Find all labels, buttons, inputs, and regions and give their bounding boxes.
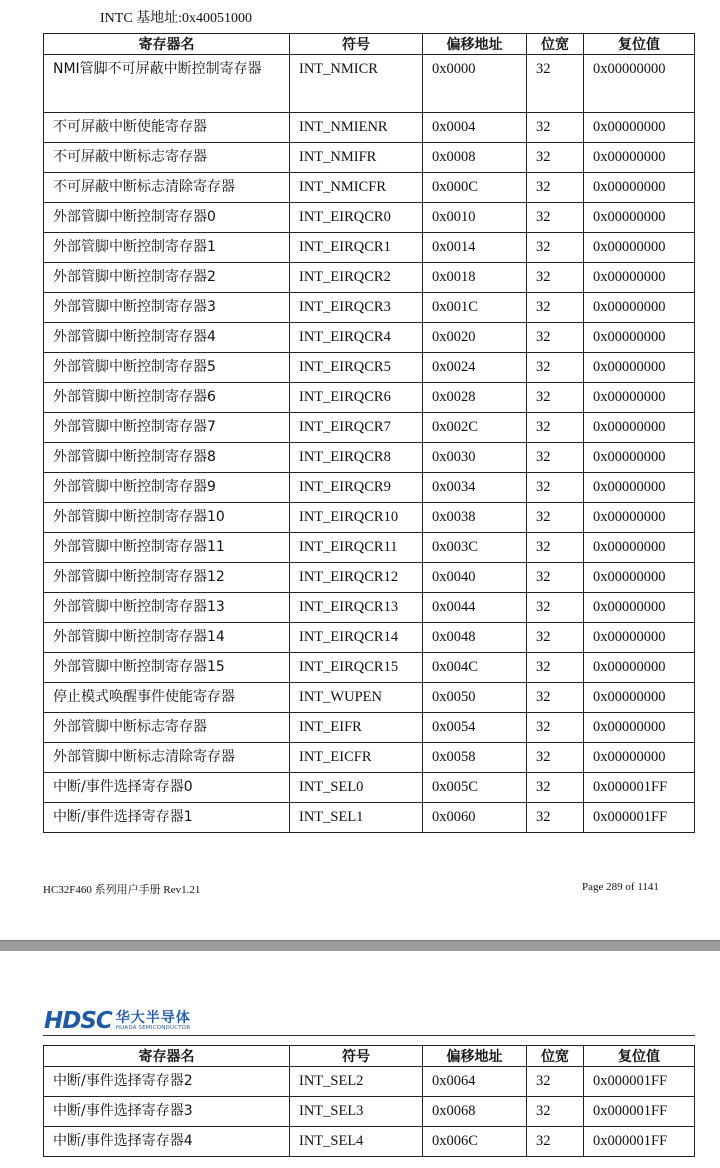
cell-reset-value: 0x00000000	[584, 473, 695, 503]
cell-register-name: 不可屏蔽中断使能寄存器	[44, 113, 290, 143]
cell-offset: 0x0038	[423, 503, 527, 533]
cell-symbol: INT_EIRQCR11	[290, 533, 423, 563]
cell-register-name: 外部管脚中断控制寄存器12	[44, 563, 290, 593]
cell-width: 32	[527, 443, 584, 473]
table-row	[44, 143, 695, 173]
cell-offset: 0x0064	[423, 1067, 527, 1097]
cell-register-name: 中断/事件选择寄存器0	[44, 773, 290, 803]
cell-symbol: INT_EIFR	[290, 713, 423, 743]
cell-symbol: INT_EIRQCR5	[290, 353, 423, 383]
cell-width: 32	[527, 683, 584, 713]
header-width: 位宽	[527, 1046, 584, 1067]
cell-symbol: INT_EIRQCR8	[290, 443, 423, 473]
cell-register-name: 外部管脚中断控制寄存器14	[44, 623, 290, 653]
cell-register-name: 外部管脚中断控制寄存器11	[44, 533, 290, 563]
cell-symbol: INT_EIRQCR4	[290, 323, 423, 353]
cell-width: 32	[527, 113, 584, 143]
cell-offset: 0x0034	[423, 473, 527, 503]
cell-symbol: INT_NMIENR	[290, 113, 423, 143]
cell-symbol: INT_EIRQCR7	[290, 413, 423, 443]
table-row	[44, 263, 695, 293]
header-offset: 偏移地址	[423, 34, 527, 55]
cell-reset-value: 0x00000000	[584, 173, 695, 203]
cell-symbol: INT_EIRQCR0	[290, 203, 423, 233]
cell-register-name: 停止模式唤醒事件使能寄存器	[44, 683, 290, 713]
cell-width: 32	[527, 1097, 584, 1127]
cell-register-name: 外部管脚中断控制寄存器0	[44, 203, 290, 233]
cell-width: 32	[527, 713, 584, 743]
cell-register-name: 外部管脚中断控制寄存器1	[44, 233, 290, 263]
cell-width: 32	[527, 293, 584, 323]
cell-register-name: 外部管脚中断标志寄存器	[44, 713, 290, 743]
cell-width: 32	[527, 233, 584, 263]
table-row	[44, 443, 695, 473]
table-row	[44, 203, 695, 233]
cell-register-name: 外部管脚中断控制寄存器8	[44, 443, 290, 473]
header-offset: 偏移地址	[423, 1046, 527, 1067]
table-row	[44, 593, 695, 623]
cell-width: 32	[527, 1067, 584, 1097]
cell-offset: 0x002C	[423, 413, 527, 443]
table-row	[44, 773, 695, 803]
register-table	[43, 33, 695, 833]
cell-reset-value: 0x00000000	[584, 323, 695, 353]
cell-reset-value: 0x000001FF	[584, 803, 695, 833]
cell-reset-value: 0x00000000	[584, 203, 695, 233]
cell-width: 32	[527, 503, 584, 533]
table-row	[44, 473, 695, 503]
table-row	[44, 623, 695, 653]
table-row	[44, 533, 695, 563]
cell-symbol: INT_SEL3	[290, 1097, 423, 1127]
cell-register-name: NMI管脚不可屏蔽中断控制寄存器	[44, 55, 290, 113]
table-row	[44, 683, 695, 713]
cell-reset-value: 0x00000000	[584, 233, 695, 263]
logo-chinese-name: 华大半导体	[115, 1009, 191, 1026]
cell-register-name: 外部管脚中断控制寄存器13	[44, 593, 290, 623]
cell-offset: 0x0014	[423, 233, 527, 263]
cell-width: 32	[527, 353, 584, 383]
table-row	[44, 503, 695, 533]
table-row	[44, 383, 695, 413]
header-reset-value: 复位值	[584, 1046, 695, 1067]
table-header-row	[44, 34, 695, 55]
header-width: 位宽	[527, 34, 584, 55]
cell-offset: 0x0048	[423, 623, 527, 653]
cell-register-name: 外部管脚中断控制寄存器3	[44, 293, 290, 323]
cell-width: 32	[527, 773, 584, 803]
table-row	[44, 803, 695, 833]
header-register-name: 寄存器名	[44, 34, 290, 55]
cell-symbol: INT_SEL1	[290, 803, 423, 833]
cell-symbol: INT_EIRQCR1	[290, 233, 423, 263]
cell-register-name: 外部管脚中断控制寄存器2	[44, 263, 290, 293]
header-symbol: 符号	[290, 1046, 423, 1067]
cell-reset-value: 0x00000000	[584, 533, 695, 563]
cell-symbol: INT_SEL4	[290, 1127, 423, 1157]
cell-width: 32	[527, 593, 584, 623]
table-row	[44, 353, 695, 383]
cell-symbol: INT_EIRQCR6	[290, 383, 423, 413]
cell-register-name: 外部管脚中断控制寄存器4	[44, 323, 290, 353]
header-symbol: 符号	[290, 34, 423, 55]
cell-register-name: 外部管脚中断控制寄存器6	[44, 383, 290, 413]
table-row	[44, 293, 695, 323]
cell-symbol: INT_EIRQCR12	[290, 563, 423, 593]
cell-register-name: 外部管脚中断控制寄存器7	[44, 413, 290, 443]
cell-symbol: INT_NMICR	[290, 55, 423, 113]
footer-page-current: 289	[606, 881, 623, 893]
cell-symbol: INT_EIRQCR10	[290, 503, 423, 533]
cell-offset: 0x0008	[423, 143, 527, 173]
cell-offset: 0x006C	[423, 1127, 527, 1157]
cell-reset-value: 0x00000000	[584, 293, 695, 323]
cell-reset-value: 0x00000000	[584, 743, 695, 773]
table-row	[44, 413, 695, 443]
cell-symbol: INT_EIRQCR13	[290, 593, 423, 623]
cell-width: 32	[527, 653, 584, 683]
cell-width: 32	[527, 623, 584, 653]
cell-width: 32	[527, 55, 584, 113]
table-row	[44, 113, 695, 143]
cell-reset-value: 0x000001FF	[584, 773, 695, 803]
cell-width: 32	[527, 743, 584, 773]
cell-reset-value: 0x00000000	[584, 443, 695, 473]
cell-reset-value: 0x000001FF	[584, 1127, 695, 1157]
cell-reset-value: 0x00000000	[584, 263, 695, 293]
logo-text	[116, 1011, 191, 1032]
cell-symbol: INT_SEL0	[290, 773, 423, 803]
cell-register-name: 外部管脚中断控制寄存器15	[44, 653, 290, 683]
header-rule	[43, 1035, 695, 1036]
cell-width: 32	[527, 263, 584, 293]
cell-reset-value: 0x00000000	[584, 653, 695, 683]
table-header-row	[44, 1046, 695, 1067]
table-row	[44, 563, 695, 593]
cell-reset-value: 0x00000000	[584, 55, 695, 113]
cell-width: 32	[527, 473, 584, 503]
cell-width: 32	[527, 563, 584, 593]
footer-page-number	[582, 881, 659, 893]
cell-reset-value: 0x00000000	[584, 563, 695, 593]
table-row	[44, 233, 695, 263]
cell-register-name: 中断/事件选择寄存器1	[44, 803, 290, 833]
cell-symbol: INT_EICFR	[290, 743, 423, 773]
table-row	[44, 653, 695, 683]
cell-reset-value: 0x000001FF	[584, 1097, 695, 1127]
cell-width: 32	[527, 323, 584, 353]
cell-offset: 0x0058	[423, 743, 527, 773]
cell-register-name: 外部管脚中断控制寄存器9	[44, 473, 290, 503]
cell-width: 32	[527, 203, 584, 233]
logo-english-name: HUADA SEMICONDUCTOR	[115, 1024, 191, 1031]
cell-register-name: 外部管脚中断控制寄存器5	[44, 353, 290, 383]
cell-reset-value: 0x00000000	[584, 683, 695, 713]
cell-offset: 0x005C	[423, 773, 527, 803]
cell-offset: 0x0024	[423, 353, 527, 383]
register-table-continued	[43, 1045, 695, 1157]
cell-offset: 0x001C	[423, 293, 527, 323]
table-row	[44, 1067, 695, 1097]
cell-reset-value: 0x00000000	[584, 503, 695, 533]
cell-reset-value: 0x00000000	[584, 113, 695, 143]
cell-register-name: 中断/事件选择寄存器2	[44, 1067, 290, 1097]
cell-offset: 0x0044	[423, 593, 527, 623]
cell-width: 32	[527, 383, 584, 413]
cell-register-name: 中断/事件选择寄存器3	[44, 1097, 290, 1127]
cell-symbol: INT_EIRQCR9	[290, 473, 423, 503]
cell-reset-value: 0x00000000	[584, 623, 695, 653]
cell-reset-value: 0x00000000	[584, 713, 695, 743]
cell-width: 32	[527, 1127, 584, 1157]
header-reset-value: 复位值	[584, 34, 695, 55]
cell-offset: 0x000C	[423, 173, 527, 203]
footer-of-label: of	[625, 881, 635, 893]
logo-mark: HDSC	[44, 1008, 112, 1034]
cell-width: 32	[527, 413, 584, 443]
cell-width: 32	[527, 143, 584, 173]
cell-offset: 0x0020	[423, 323, 527, 353]
cell-reset-value: 0x00000000	[584, 413, 695, 443]
table-row	[44, 713, 695, 743]
header-register-name: 寄存器名	[44, 1046, 290, 1067]
table-row	[44, 1127, 695, 1157]
cell-width: 32	[527, 803, 584, 833]
cell-symbol: INT_SEL2	[290, 1067, 423, 1097]
cell-offset: 0x003C	[423, 533, 527, 563]
cell-reset-value: 0x00000000	[584, 593, 695, 623]
cell-symbol: INT_EIRQCR2	[290, 263, 423, 293]
cell-symbol: INT_EIRQCR15	[290, 653, 423, 683]
cell-offset: 0x0054	[423, 713, 527, 743]
footer-manual-title: HC32F460 系列用户手册 Rev1.21	[43, 884, 201, 896]
cell-symbol: INT_NMICFR	[290, 173, 423, 203]
cell-offset: 0x0028	[423, 383, 527, 413]
cell-reset-value: 0x00000000	[584, 383, 695, 413]
cell-register-name: 外部管脚中断标志清除寄存器	[44, 743, 290, 773]
cell-width: 32	[527, 173, 584, 203]
cell-symbol: INT_EIRQCR3	[290, 293, 423, 323]
cell-register-name: 不可屏蔽中断标志寄存器	[44, 143, 290, 173]
footer-page-label: Page	[582, 881, 604, 893]
cell-symbol: INT_EIRQCR14	[290, 623, 423, 653]
cell-reset-value: 0x00000000	[584, 353, 695, 383]
cell-offset: 0x0004	[423, 113, 527, 143]
table-row	[44, 173, 695, 203]
cell-width: 32	[527, 533, 584, 563]
table-row	[44, 1097, 695, 1127]
cell-symbol: INT_NMIFR	[290, 143, 423, 173]
cell-offset: 0x0030	[423, 443, 527, 473]
cell-offset: 0x0000	[423, 55, 527, 113]
cell-offset: 0x0050	[423, 683, 527, 713]
company-logo	[44, 1008, 191, 1034]
cell-register-name: 不可屏蔽中断标志清除寄存器	[44, 173, 290, 203]
cell-offset: 0x0040	[423, 563, 527, 593]
footer-page-total: 1141	[637, 881, 659, 893]
base-address-label: INTC 基地址:0x40051000	[100, 11, 253, 26]
cell-register-name: 外部管脚中断控制寄存器10	[44, 503, 290, 533]
cell-offset: 0x0068	[423, 1097, 527, 1127]
cell-offset: 0x0010	[423, 203, 527, 233]
cell-register-name: 中断/事件选择寄存器4	[44, 1127, 290, 1157]
cell-reset-value: 0x000001FF	[584, 1067, 695, 1097]
cell-offset: 0x0018	[423, 263, 527, 293]
cell-offset: 0x004C	[423, 653, 527, 683]
cell-reset-value: 0x00000000	[584, 143, 695, 173]
cell-offset: 0x0060	[423, 803, 527, 833]
table-row	[44, 55, 695, 113]
table-row	[44, 323, 695, 353]
table-row	[44, 743, 695, 773]
cell-symbol: INT_WUPEN	[290, 683, 423, 713]
